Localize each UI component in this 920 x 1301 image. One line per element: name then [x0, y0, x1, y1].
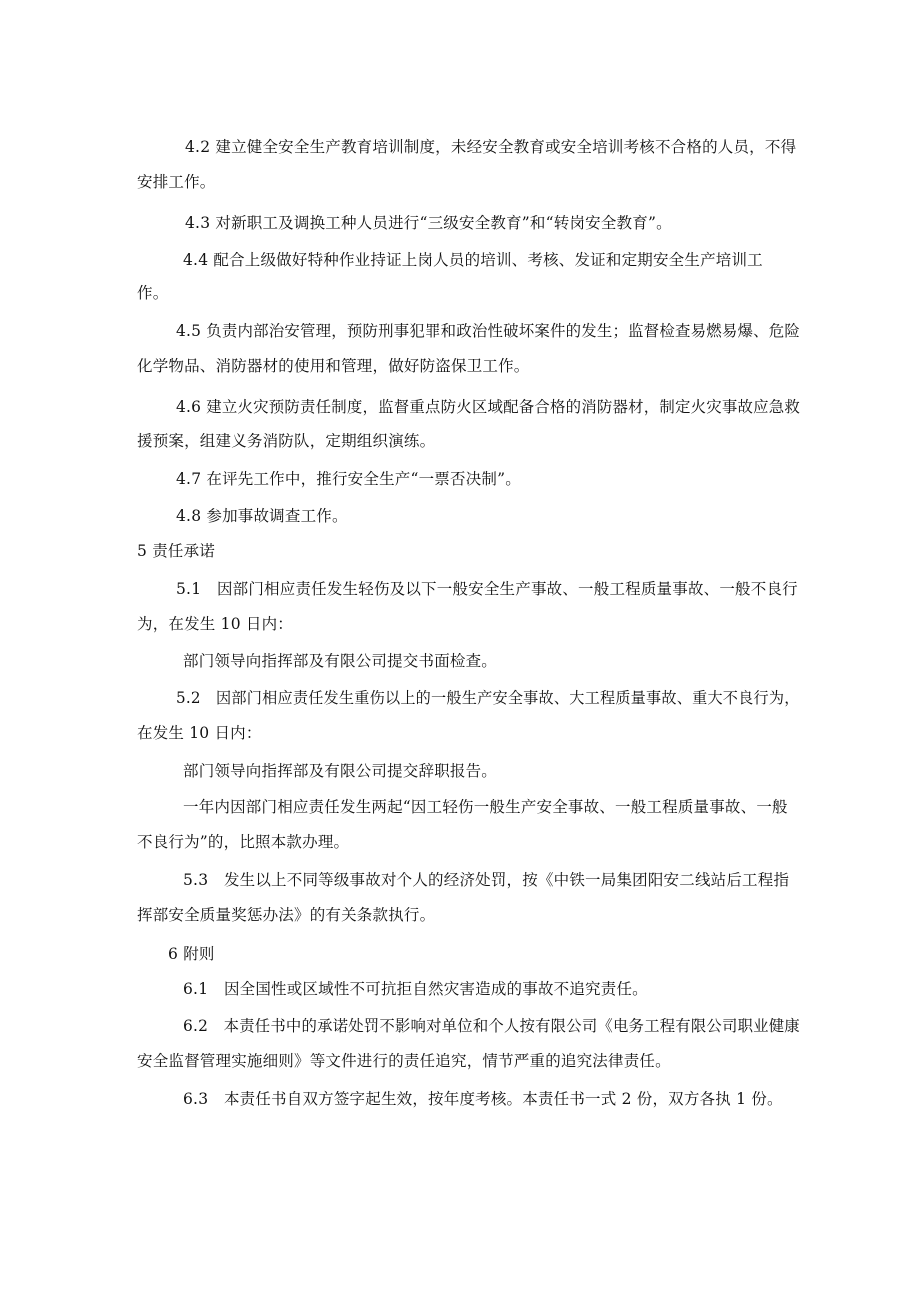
clause-6-1: 6.1 因全国性或区域性不可抗拒自然灾害造成的事故不追究责任。 [183, 980, 648, 998]
section-6-heading: 6 附则 [168, 945, 215, 963]
clause-5-2-para-2-line-2: 不良行为”的，比照本款办理。 [137, 833, 350, 851]
clause-5-1-line-2: 为，在发生 10 日内： [137, 615, 293, 633]
clause-4-3: 4.3 对新职工及调换工种人员进行“三级安全教育”和“转岗安全教育”。 [185, 214, 672, 232]
clause-4-2-line-2: 安排工作。 [137, 173, 216, 191]
clause-5-2-line-1: 5.2 因部门相应责任发生重伤以上的一般生产安全事故、大工程质量事故、重大不良行为， [176, 689, 800, 707]
clause-5-2-line-2: 在发生 10 日内： [137, 724, 262, 742]
clause-6-2-line-1: 6.2 本责任书中的承诺处罚不影响对单位和个人按有限公司《电务工程有限公司职业健康 [183, 1017, 800, 1035]
section-5-heading: 5 责任承诺 [137, 542, 215, 560]
clause-6-3: 6.3 本责任书自双方签字起生效，按年度考核。本责任书一式 2 份，双方各执 1 份。 [183, 1090, 783, 1108]
clause-4-2-line-1: 4.2 建立健全安全生产教育培训制度，未经安全教育或安全培训考核不合格的人员，不得 [185, 138, 797, 156]
clause-5-1-line-1: 5.1 因部门相应责任发生轻伤及以下一般安全生产事故、一般工程质量事故、一般不良行 [176, 580, 798, 598]
clause-4-7: 4.7 在评先工作中，推行安全生产“一票否决制”。 [176, 470, 521, 488]
clause-4-4-line-2: 作。 [137, 284, 169, 302]
clause-4-4-line-1: 4.4 配合上级做好特种作业持证上岗人员的培训、考核、发证和定期安全生产培训工 [183, 251, 763, 269]
clause-5-2-para-2-line-1: 一年内因部门相应责任发生两起“因工轻伤一般生产安全事故、一般工程质量事故、一般 [183, 798, 788, 816]
clause-4-8: 4.8 参加事故调查工作。 [176, 507, 348, 525]
clause-4-5-line-1: 4.5 负责内部治安管理，预防刑事犯罪和政治性破坏案件的发生；监督检查易燃易爆、危险 [176, 322, 800, 340]
clause-6-2-line-2: 安全监督管理实施细则》等文件进行的责任追究，情节严重的追究法律责任。 [137, 1052, 671, 1070]
clause-4-5-line-2: 化学物品、消防器材的使用和管理，做好防盗保卫工作。 [137, 357, 530, 375]
clause-5-1-line-3: 部门领导向指挥部及有限公司提交书面检查。 [183, 652, 498, 670]
clause-4-6-line-1: 4.6 建立火灾预防责任制度，监督重点防火区域配备合格的消防器材，制定火灾事故应急救 [176, 398, 800, 416]
clause-5-3-line-1: 5.3 发生以上不同等级事故对个人的经济处罚，按《中铁一局集团阳安二线站后工程指 [183, 871, 790, 889]
clause-4-6-line-2: 援预案，组建义务消防队，定期组织演练。 [137, 432, 436, 450]
clause-5-2-line-3: 部门领导向指挥部及有限公司提交辞职报告。 [183, 762, 498, 780]
clause-5-3-line-2: 挥部安全质量奖惩办法》的有关条款执行。 [137, 906, 436, 924]
